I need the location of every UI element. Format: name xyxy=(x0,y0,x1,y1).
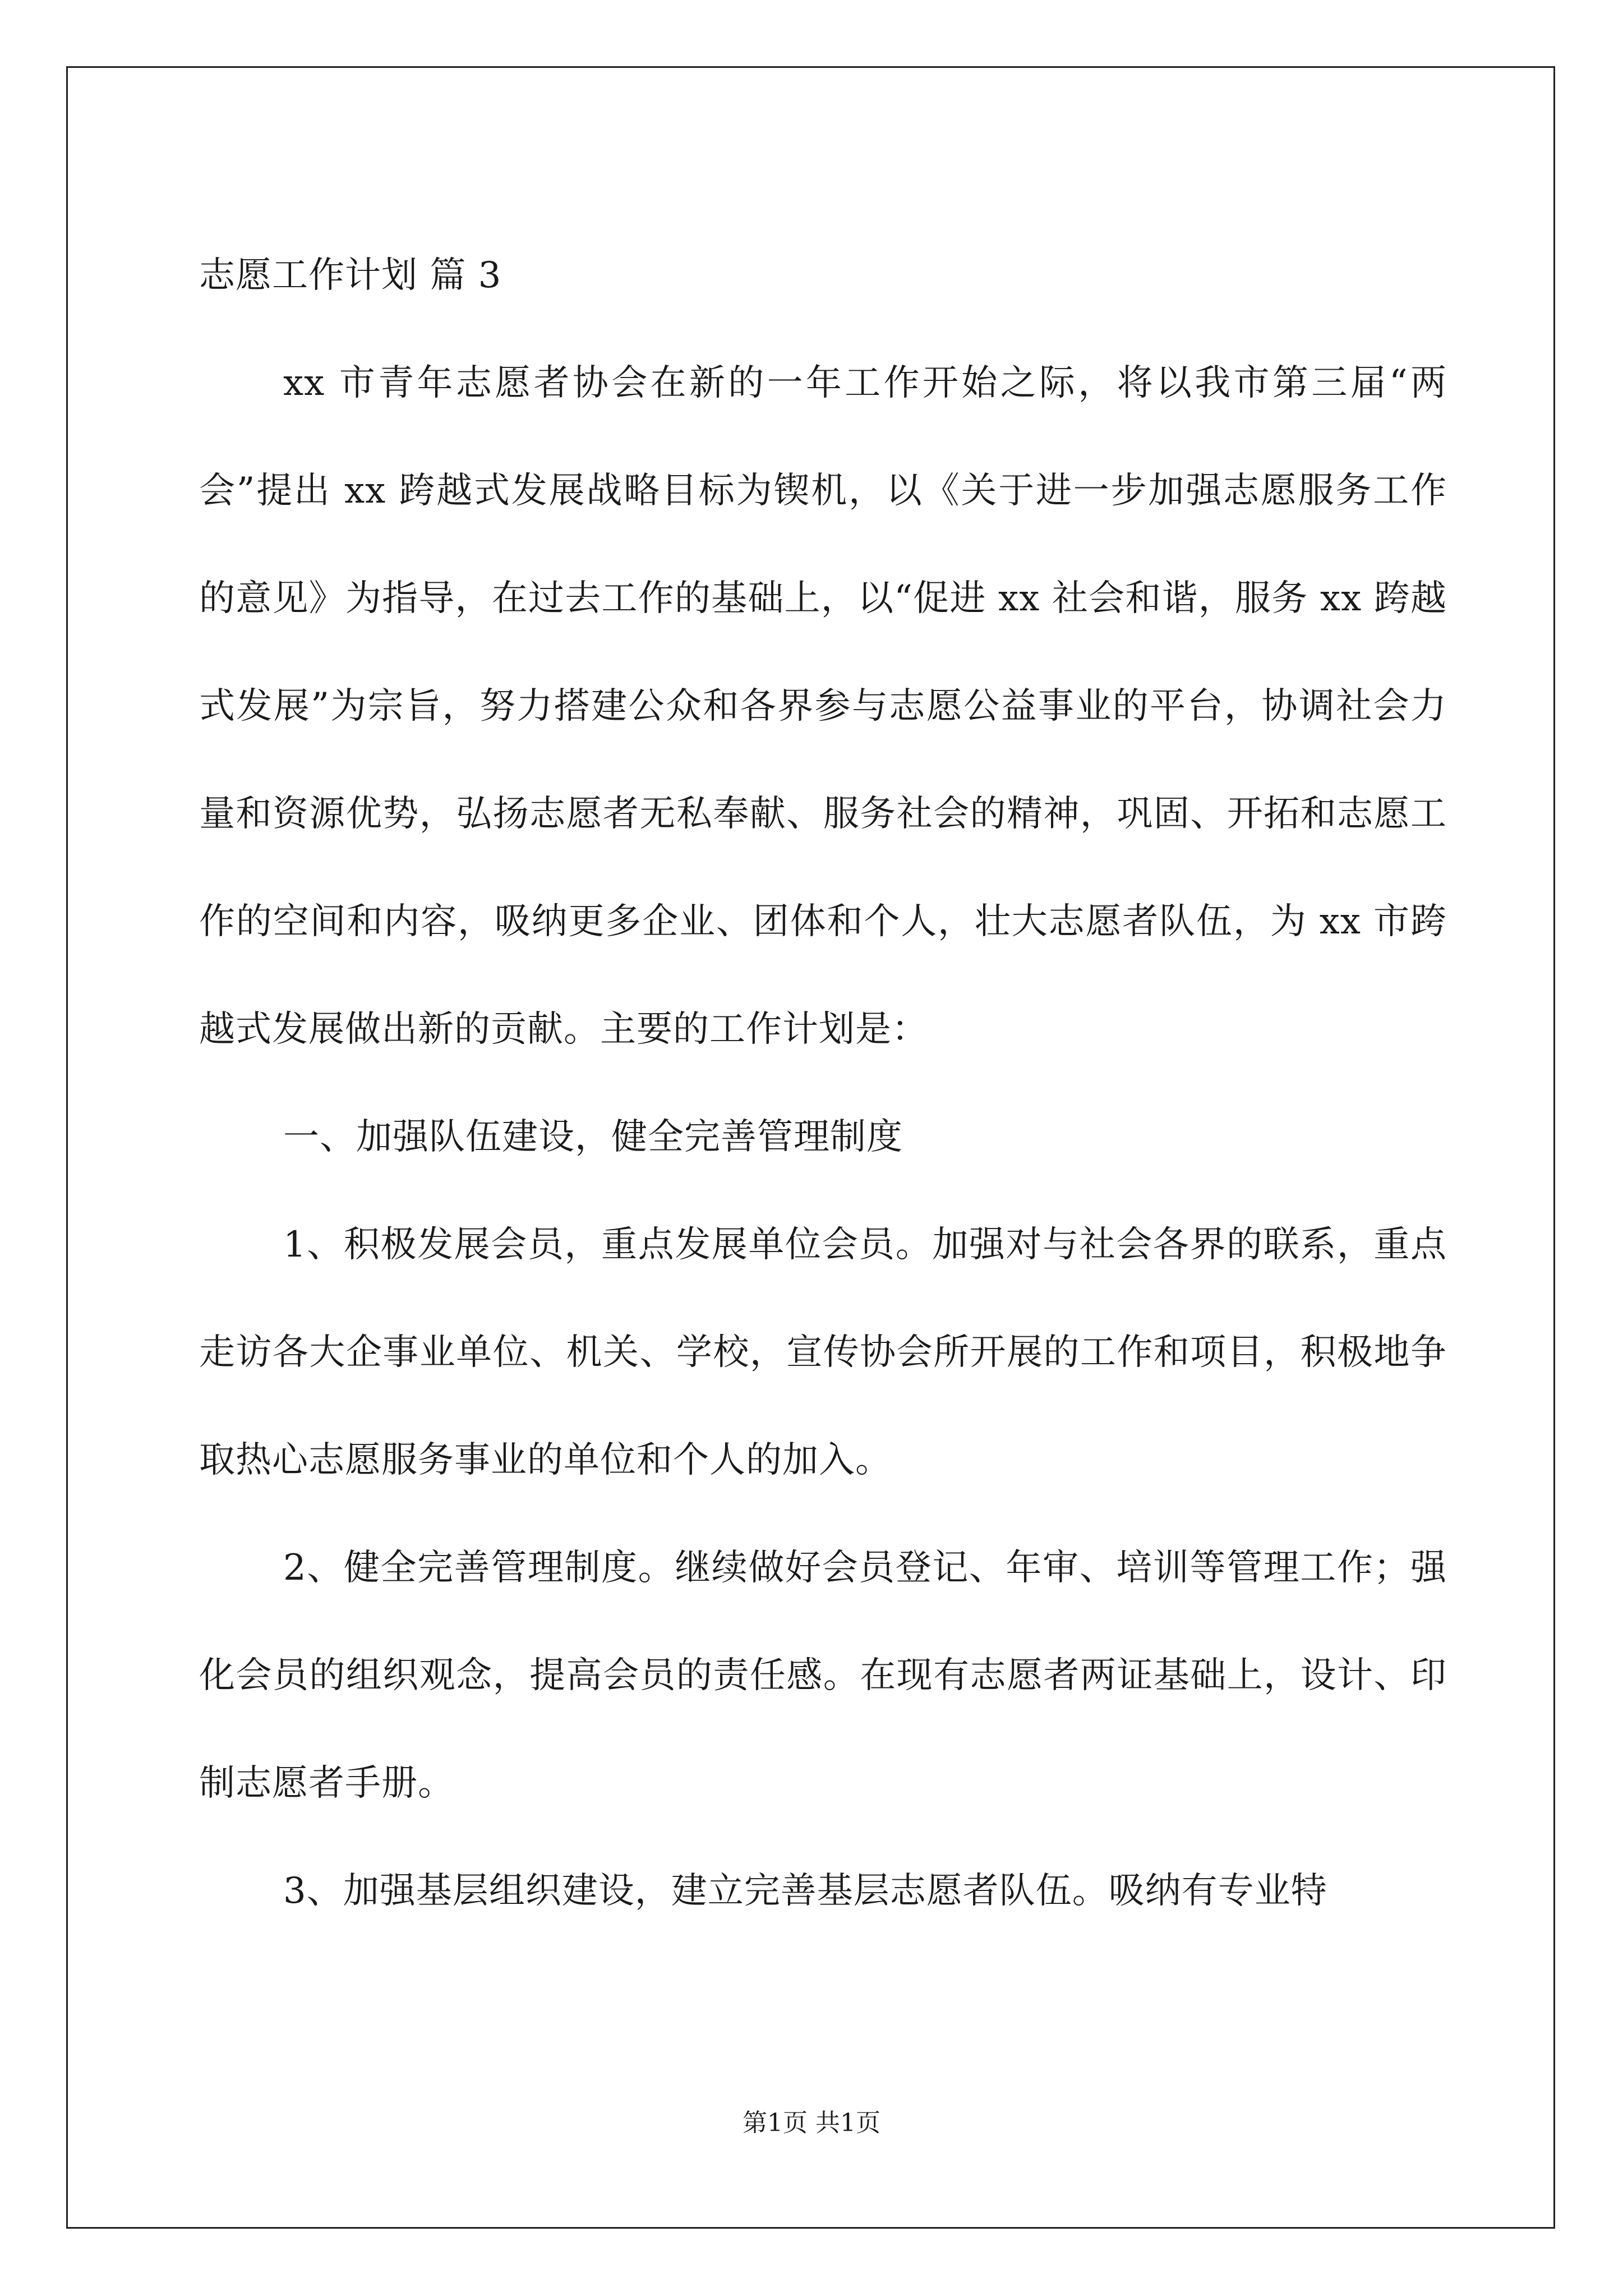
plan-item-2: 2、健全完善管理制度。继续做好会员登记、年审、培训等管理工作；强化会员的组织观念，提高会员的责任感。在现有志愿者两证基础上，设计、印制志愿者手册。 xyxy=(199,1547,1447,1804)
plan-item-1: 1、积极发展会员，重点发展单位会员。加强对与社会各界的联系，重点走访各大企事业单位、机关、学校，宣传协会所开展的工作和项目，积极地争取热心志愿服务事业的单位和个人的加入。 xyxy=(199,1224,1447,1481)
section-heading: 一、加强队伍建设，健全完善管理制度 xyxy=(283,1116,903,1158)
intro-paragraph: xx 市青年志愿者协会在新的一年工作开始之际，将以我市第三届“两会”提出 xx 跨越式发展战略目标为锲机，以《关于进一步加强志愿服务工作的意见》为指导，在过去工作的基础上，以“促进 xx 社会和谐，服务 xx 跨越式发展”为宗旨，努力搭建公众和各界参与志愿公益事业的平台，协调社会力量和资源优势，弘扬志愿者无私奉献、服务社会的精神，巩固、开拓和志愿工作的空间和内容，吸纳更多企业、团体和个人，壮大志愿者队伍，为 xx 市跨越式发展做出新的贡献。主要的工作计划是： xyxy=(199,362,1447,1050)
page-footer: 第1页 共1页 xyxy=(743,2109,880,2137)
document-body xyxy=(199,222,1447,1945)
plan-item-3: 3、加强基层组织建设，建立完善基层志愿者队伍。吸纳有专业特 xyxy=(283,1870,1327,1912)
document-title: 志愿工作计划 篇 3 xyxy=(199,255,502,296)
